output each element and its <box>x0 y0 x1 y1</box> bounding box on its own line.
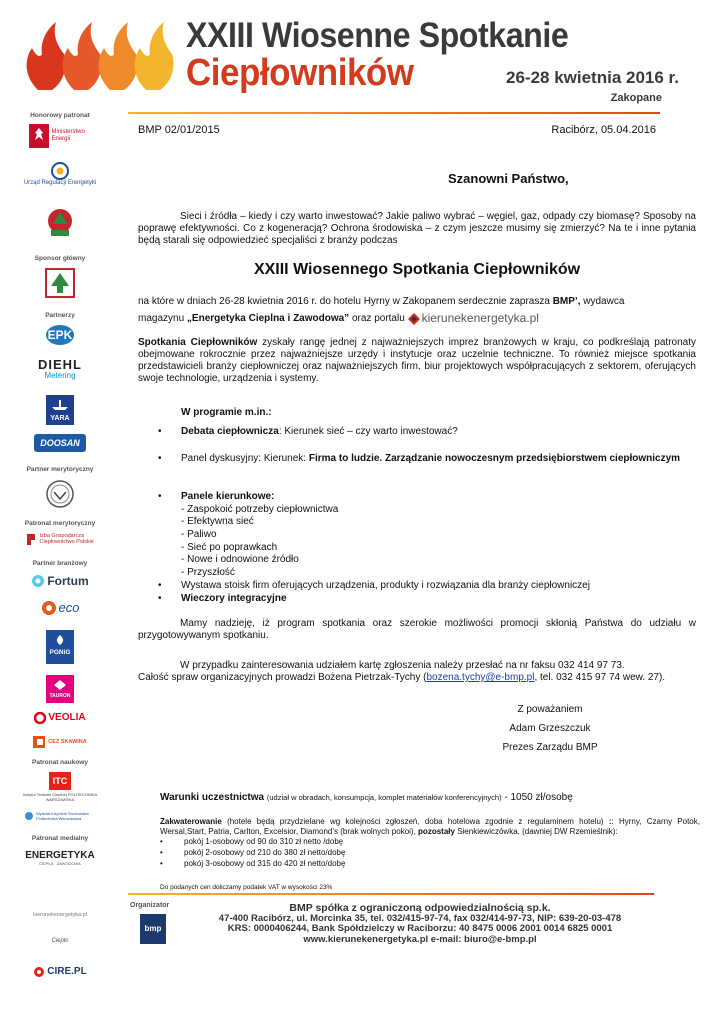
company-footer: BMP spółka z ograniczoną odpowiedzialnością sp.k. 47-400 Racibórz, ul. Morcinka 35, tel. 032/415-97-74, fax 032/414-97-73, NIP: 639-20-03-478 KRS: 0000406244, Bank Spółdzielczy w Raciborzu: 40 8475 0006 2001 0014 6825 0001 www.kierunekenergetyka.pl e-mail: biuro@e-bmp.pl <box>218 902 622 945</box>
event-title-line1: XXIII Wiosenne Spotkanie <box>186 16 569 55</box>
logo-diehl: DIEHL Metering <box>38 357 82 380</box>
program-heading: W programie m.in.: <box>181 407 272 418</box>
logo-kierunek-small: kierunekenergetyka.pl <box>33 912 87 918</box>
sidebar-heading-media: Patronat medialny <box>31 835 89 842</box>
header-divider <box>128 112 660 114</box>
logo-ecoinstal <box>18 268 102 298</box>
description-paragraph: Spotkania Ciepłowników zyskały rangę jednej z najważniejszych imprez branżowych w kraju, co podkreślają patronaty obejmowane rokrocznie przez najważniejsze urzędy i instytucje oraz uczelnie techniczne. To również miejsce spotkania przedstawicieli branży ciepłowniczej oraz najważniejszych firm, biur projektowych współpracujących z sektorem, oferujących swoje technologie, urządzenia i systemy. <box>138 337 696 384</box>
contact-email-link[interactable]: bozena.tychy@e-bmp.pl <box>426 672 535 683</box>
logo-ministerstwo: Ministerstwo Energii <box>18 124 102 148</box>
program-subitem: - Zaspokoić potrzeby ciepłownictwa <box>181 504 339 515</box>
participation-conditions: Warunki uczestnictwa (udział w obradach, konsumpcja, komplet materiałów konferencyjnych) - 1050 zł/osobę <box>160 792 573 803</box>
tauron-icon <box>53 679 67 691</box>
bullet-icon: • <box>160 837 163 846</box>
place-date: Racibórz, 05.04.2016 <box>551 124 656 136</box>
nfosigw-tree-icon <box>45 208 75 238</box>
logo-epk: EPK <box>18 325 102 345</box>
ecoinstal-icon <box>45 268 75 298</box>
hope-paragraph: Mamy nadzieję, iż program spotkania oraz szerokie możliwości promocji skłonią Państwa do udziału w przygotowywanym spotkaniu. <box>138 618 696 641</box>
sidebar-heading-main-sponsor: Sponsor główny <box>34 255 86 262</box>
vat-note: Do podanych cen doliczamy podatek VAT w wysokości 23% <box>160 884 333 891</box>
footer-divider <box>128 893 654 895</box>
signer-title: Prezes Zarządu BMP <box>502 742 598 753</box>
sidebar-heading-scientific: Patronat naukowy <box>32 759 88 766</box>
logo-eco: eco <box>18 600 102 616</box>
logo-yara: YARA <box>18 395 102 425</box>
partner-emblem-icon <box>45 479 75 509</box>
eco-icon <box>41 600 57 616</box>
fortum-icon <box>31 574 45 588</box>
eagle-emblem-icon <box>29 124 49 148</box>
wis-icon <box>24 810 34 822</box>
logo-ure: Urząd Regulacji Energetyki <box>18 162 102 187</box>
contact-paragraph: W przypadku zainteresowania udziałem kartę zgłoszenia należy przesłać na nr faksu 032 414 97 73. Całość spraw organizacyjnych prowadzi Bożena Pietrzak-Tychy (bozena.tychy@e-bmp.pl, tel. 032 415 97 74 wew. 27). <box>138 660 666 683</box>
sidebar-heading-content-partner: Partner merytoryczny <box>26 466 94 473</box>
sidebar-heading-honorary: Honorowy patronat <box>30 112 90 119</box>
logo-wis: Wydział Inżynierii Środowiska Politechnika Warszawska <box>18 810 102 822</box>
logo-veolia: VEOLIA <box>18 712 102 724</box>
event-city: Zakopane <box>610 92 662 104</box>
cire-icon <box>33 966 45 978</box>
flames-logo <box>22 20 182 92</box>
program-subitem: - Sieć po poprawkach <box>181 542 278 553</box>
logo-tauron: TAURON <box>18 675 102 703</box>
intro-paragraph: Sieci i źródła – kiedy i czy warto inwestować? Jakie paliwo wybrać – węgiel, gaz, odpady czy biomasę? Sposoby na poprawę efektywności. Co z kogeneracją? Ochrona środowiska – z czym jeszcze musimy się zmierzyć? Na te i inne pytania będą starali się odpowiedzieć specjaliści z branży podczas <box>138 211 696 246</box>
accommodation-info: Zakwaterowanie (hotele będą przydzielane wg kolejności zgłoszeń, doba hotelowa zgodnie z regulaminem hotelu) :: Hyrny, Czarny Potok, Wersal,Start, Patria, Carlton, Excelsior, Diamond’s (brak wolnych pokoi), pozostały Sienkiewiczówka, (dawniej DW Rzemieślnik): • pokój 1-osobowy od 90 do 310 zł netto /dobę • pokój 2-osobowy od 210 do 380 zł netto/dobę • pokój 3-osobowy od 315 do 420 zł netto/dobę <box>160 817 700 868</box>
document-reference: BMP 02/01/2015 <box>138 124 220 136</box>
bullet-icon: • <box>158 593 162 604</box>
sidebar-heading-partners: Partnerzy <box>45 312 75 319</box>
logo-nfosigw <box>18 208 102 238</box>
bullet-icon: • <box>158 453 162 464</box>
room-item: • pokój 1-osobowy od 90 do 310 zł netto /dobę <box>160 837 344 846</box>
cez-icon <box>33 736 45 748</box>
salutation: Szanowni Państwo, <box>448 171 569 186</box>
portal-diamond-icon <box>408 313 420 325</box>
closing: Z poważaniem <box>517 704 583 715</box>
logo-fortum: Fortum <box>18 574 102 588</box>
invitation-paragraph: na które w dniach 26-28 kwietnia 2016 r. do hotelu Hyrny w Zakopanem serdecznie zaprasza BMP’, wydawca magazynu „Energetyka Cieplna i Zawodowa” oraz portalu kierunekenergetyka.pl <box>138 296 625 325</box>
room-item: • pokój 3-osobowy od 315 do 420 zł netto/dobę <box>160 859 346 868</box>
bullet-icon: • <box>158 491 162 502</box>
bmp-logo: bmp <box>140 914 168 944</box>
signer-name: Adam Grzeszczuk <box>509 723 591 734</box>
logo-pgnig: PGNiG <box>18 630 102 664</box>
bullet-icon: • <box>158 580 162 591</box>
program-subitem: - Paliwo <box>181 529 217 540</box>
bullet-icon: • <box>158 426 162 437</box>
logo-igcp: Izba Gospodarcza Ciepłownictwo Polskie <box>18 532 102 546</box>
logo-cieplo: Ciepło <box>51 938 69 944</box>
event-dates: 26-28 kwietnia 2016 r. <box>506 68 679 87</box>
program-subitem: - Nowe i odnowione źródło <box>181 554 299 565</box>
bullet-icon: • <box>160 848 163 857</box>
logo-cez: CEZ SKAWINA <box>18 736 102 748</box>
veolia-icon <box>34 712 46 724</box>
program-subitem: - Efektywna sieć <box>181 516 254 527</box>
bullet-icon: • <box>160 859 163 868</box>
organizer-label: Organizator <box>130 902 170 909</box>
event-heading: XXIII Wiosennego Spotkania Ciepłowników <box>253 261 581 278</box>
portal-logo: kierunekenergetyka.pl <box>408 310 539 327</box>
ure-emblem-icon <box>51 162 69 180</box>
sidebar-heading-industry-partner: Partner branżowy <box>32 560 88 567</box>
logo-cire: CIRE.PL <box>18 966 102 978</box>
igcp-icon <box>25 532 37 546</box>
logo-energetyka: ENERGETYKA CIEPŁA · ZAWODOWA <box>25 850 95 866</box>
logo-doosan: DOOSAN <box>18 434 102 452</box>
logo-itc: ITC Instytut Techniki Cieplnej POLITECHNIKA WARSZAWSKA <box>18 772 102 802</box>
sponsor-sidebar <box>18 112 102 1024</box>
pgnig-flame-icon <box>53 634 67 646</box>
program-subitem: - Przyszłość <box>181 567 235 578</box>
sidebar-heading-content-patronage: Patronat merytoryczny <box>24 520 96 527</box>
event-title-line2: Ciepłowników <box>186 52 414 94</box>
room-item: • pokój 2-osobowy od 210 do 380 zł netto/dobę <box>160 848 346 857</box>
yara-ship-icon <box>51 399 69 411</box>
logo-content-partner <box>18 479 102 509</box>
